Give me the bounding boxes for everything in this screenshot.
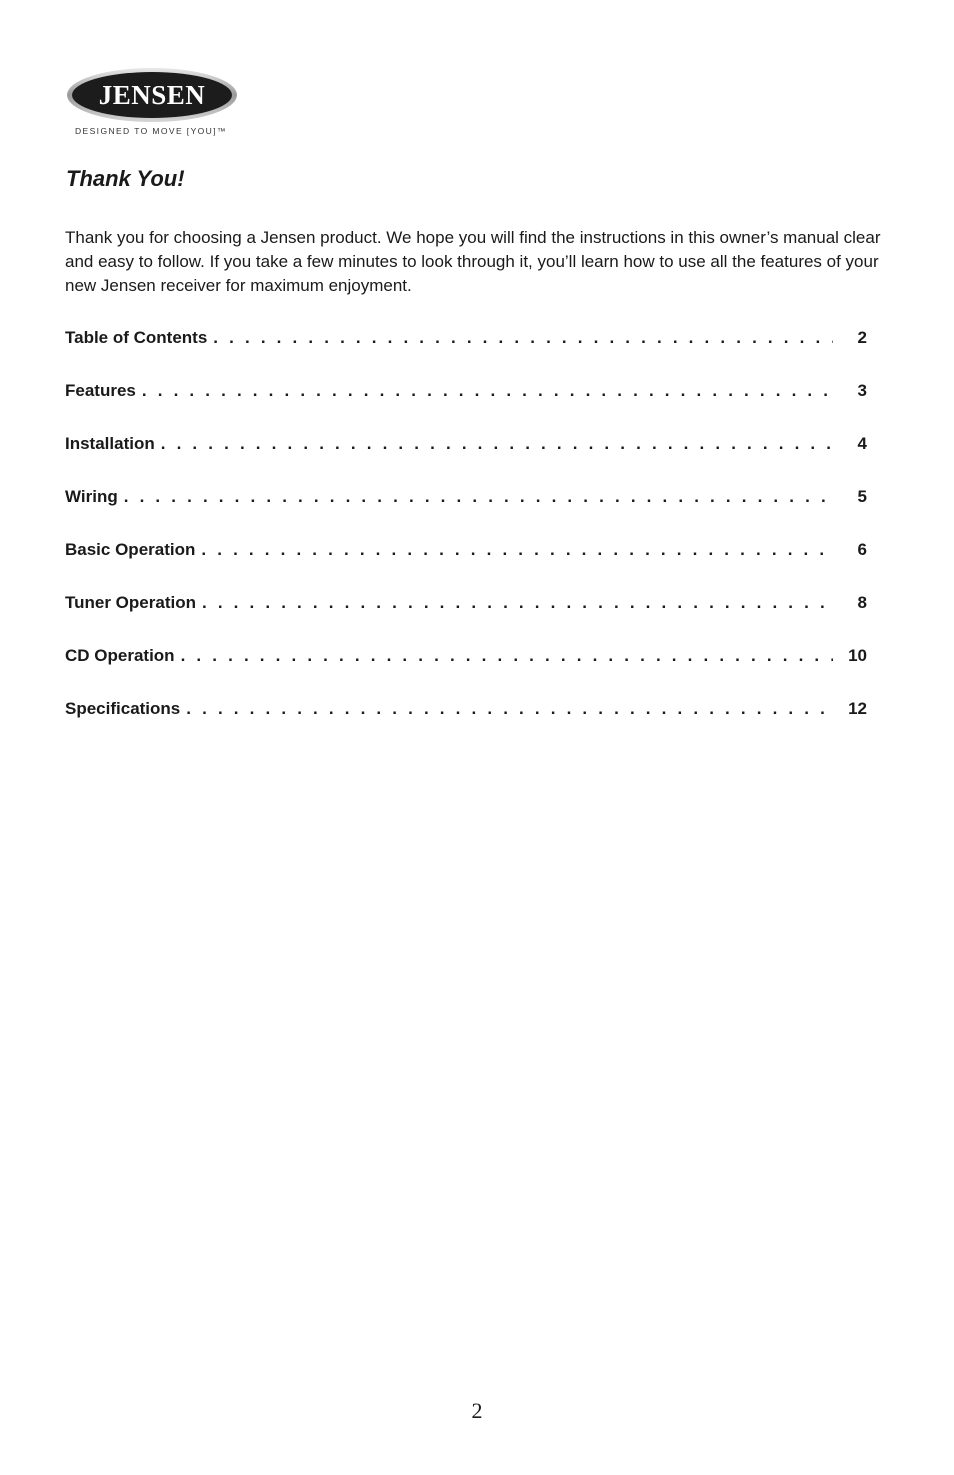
toc-dot-leader — [142, 379, 833, 403]
toc-dot-leader — [202, 591, 833, 615]
toc-dot-leader — [201, 538, 833, 562]
toc-entry-tuner-operation — [65, 591, 873, 644]
toc-entry-page: 3 — [857, 381, 867, 400]
toc-dot-leader — [186, 697, 833, 721]
toc-entry-installation — [65, 432, 873, 485]
jensen-logo-emblem — [66, 66, 240, 128]
toc-entry-title: Specifications — [65, 699, 181, 718]
toc-dot-leader — [161, 432, 833, 456]
toc-entry-page: 8 — [857, 593, 867, 612]
toc-entry-wiring — [65, 485, 873, 538]
logo-tagline: DESIGNED TO MOVE [YOU]™ — [75, 126, 227, 136]
toc-entry-title: Tuner Operation — [65, 593, 196, 612]
toc-dot-leader — [181, 644, 833, 668]
toc-entry-title: Installation — [65, 434, 155, 453]
intro-paragraph: Thank you for choosing a Jensen product. We hope you will find the instructions in this owner’s manual clear and easy to follow. If you take a few minutes to look through it, you’ll learn how to use all the features of your new Jensen receiver for maximum enjoyment. — [65, 228, 881, 295]
toc-entry-features — [65, 379, 873, 432]
toc-entry-title: Wiring — [65, 487, 118, 506]
page-number: 2 — [471, 1398, 483, 1423]
toc-entry-title: Features — [65, 381, 136, 400]
toc-entry-specifications — [65, 697, 873, 750]
toc-entry-title: Basic Operation — [65, 540, 196, 559]
toc-entry-page: 12 — [848, 699, 867, 718]
table-of-contents — [65, 326, 873, 750]
jensen-logo-wordmark: JENSEN — [98, 80, 206, 110]
toc-entry-page: 4 — [857, 434, 867, 453]
toc-entry-title: Table of Contents — [65, 328, 208, 347]
toc-entry-page: 10 — [848, 646, 867, 665]
toc-entry-table-of-contents — [65, 326, 873, 379]
toc-entry-basic-operation — [65, 538, 873, 591]
toc-entry-page: 2 — [857, 328, 867, 347]
toc-dot-leader — [124, 485, 833, 509]
toc-dot-leader — [213, 326, 833, 350]
toc-entry-title: CD Operation — [65, 646, 175, 665]
page-heading: Thank You! — [66, 166, 185, 191]
toc-entry-cd-operation — [65, 644, 873, 697]
toc-entry-page: 6 — [857, 540, 867, 559]
toc-entry-page: 5 — [857, 487, 867, 506]
